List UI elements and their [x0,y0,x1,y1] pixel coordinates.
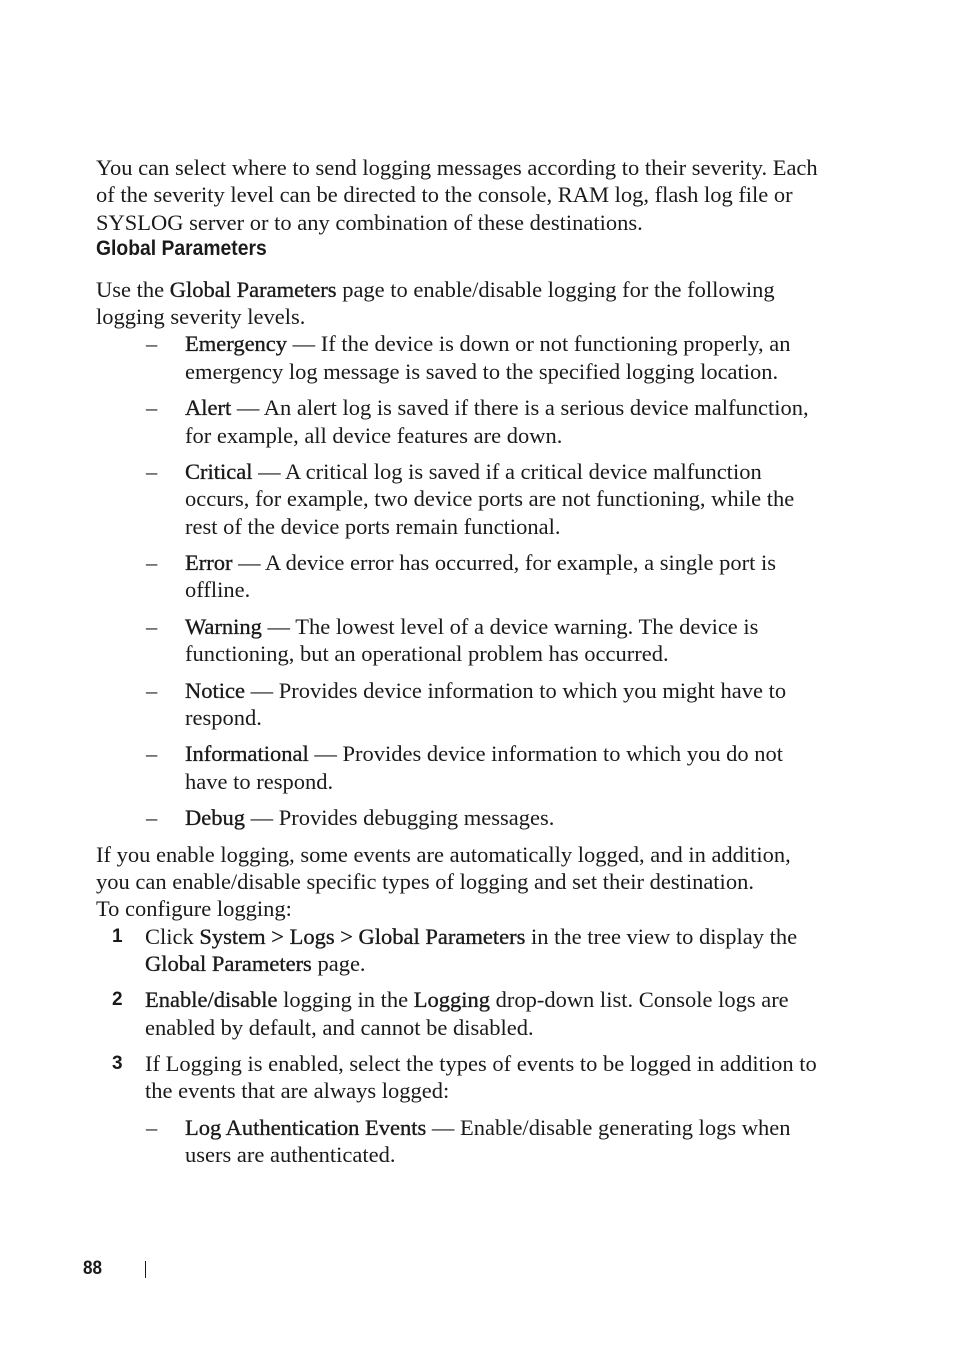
page-name: Global Parameters [145,950,312,976]
step-text: Click [145,923,200,949]
severity-desc: — A critical log is saved if a critical device malfunction occurs, for example, two device ports are not functioning, while the rest of the device ports remain functional. [185,459,795,539]
severity-item-emergency [96,330,826,385]
severity-term: Critical [185,459,253,485]
severity-term: Debug [185,805,245,831]
step-number: 1 [112,925,123,947]
severity-term: Emergency [185,331,288,357]
severity-desc: — An alert log is saved if there is a serious device malfunction, for example, all device features are down. [185,395,809,448]
procedure-steps [96,923,826,1169]
event-desc: — Enable/disable generating logs when users are authenticated. [185,1114,791,1168]
menu-path: System > Logs > Global Parameters [199,923,526,949]
dash-marker: – [146,805,158,831]
event-type-item [96,1114,826,1169]
severity-desc: — A device error has occurred, for example, a single port is offline. [185,550,777,603]
step-text: in the tree view to display the [525,923,798,949]
section-heading: Global Parameters [96,236,267,260]
logging-events-paragraph: If you enable logging, some events are automatically logged, and in addition, you can enable/disable specific types of logging and set their destination. [96,841,791,895]
severity-level-list [96,330,826,831]
lead-text-after: page to enable/disable logging for the following logging severity levels. [96,276,775,330]
page-content [96,154,826,1178]
footer-divider [145,1261,146,1278]
dash-marker: – [146,550,158,576]
step-number: 3 [112,1053,123,1075]
page-footer [83,1256,104,1282]
dash-marker: – [146,613,158,639]
option-name: Enable/disable [145,987,278,1013]
severity-item-error [96,549,826,604]
severity-item-informational [96,740,826,795]
severity-desc: — Provides device information to which you do not have to respond. [185,741,784,794]
step-text: If Logging is enabled, select the types of events to be logged in addition to the events that are always logged: [145,1051,817,1104]
dash-marker: – [146,331,158,357]
dash-marker: – [146,395,158,421]
severity-item-critical [96,458,826,540]
step-1 [96,923,826,978]
dash-marker: – [146,741,158,767]
dash-marker: – [146,459,158,485]
lead-paragraph [96,276,826,331]
lead-text-before: Use the [96,276,170,302]
step-text: drop-down list. Console logs are enabled by default, and cannot be disabled. [145,987,789,1040]
event-term: Log Authentication Events [185,1114,427,1140]
step-text: logging in the [277,987,414,1013]
severity-term: Informational [185,741,309,767]
severity-term: Alert [185,395,232,421]
severity-desc: — If the device is down or not functioning properly, an emergency log message is saved to the specified logging location. [185,331,791,384]
dash-marker: – [146,1114,158,1140]
step-2 [96,986,826,1041]
severity-term: Error [185,550,233,576]
page-number: 88 [83,1258,103,1279]
event-type-list [145,1114,826,1169]
severity-item-warning [96,613,826,668]
severity-item-alert [96,394,826,449]
lead-term: Global Parameters [169,276,337,302]
severity-desc: — The lowest level of a device warning. The device is functioning, but an operational problem has occurred. [185,613,759,667]
field-name: Logging [413,987,490,1013]
dash-marker: – [146,677,158,703]
configure-intro: To configure logging: [96,896,292,922]
intro-paragraph: You can select where to send logging messages according to their severity. Each of the severity level can be directed to the console, RAM log, flash log file or SYSLOG server or to any combination of these destinations. [96,155,818,235]
severity-desc: — Provides device information to which you might have to respond. [185,677,787,730]
step-3 [96,1050,826,1168]
severity-term: Warning [185,613,262,639]
step-text: page. [311,950,366,976]
severity-term: Notice [185,677,245,703]
step-number: 2 [112,989,123,1011]
severity-item-debug [96,804,826,831]
severity-item-notice [96,677,826,732]
severity-desc: — Provides debugging messages. [245,805,555,831]
